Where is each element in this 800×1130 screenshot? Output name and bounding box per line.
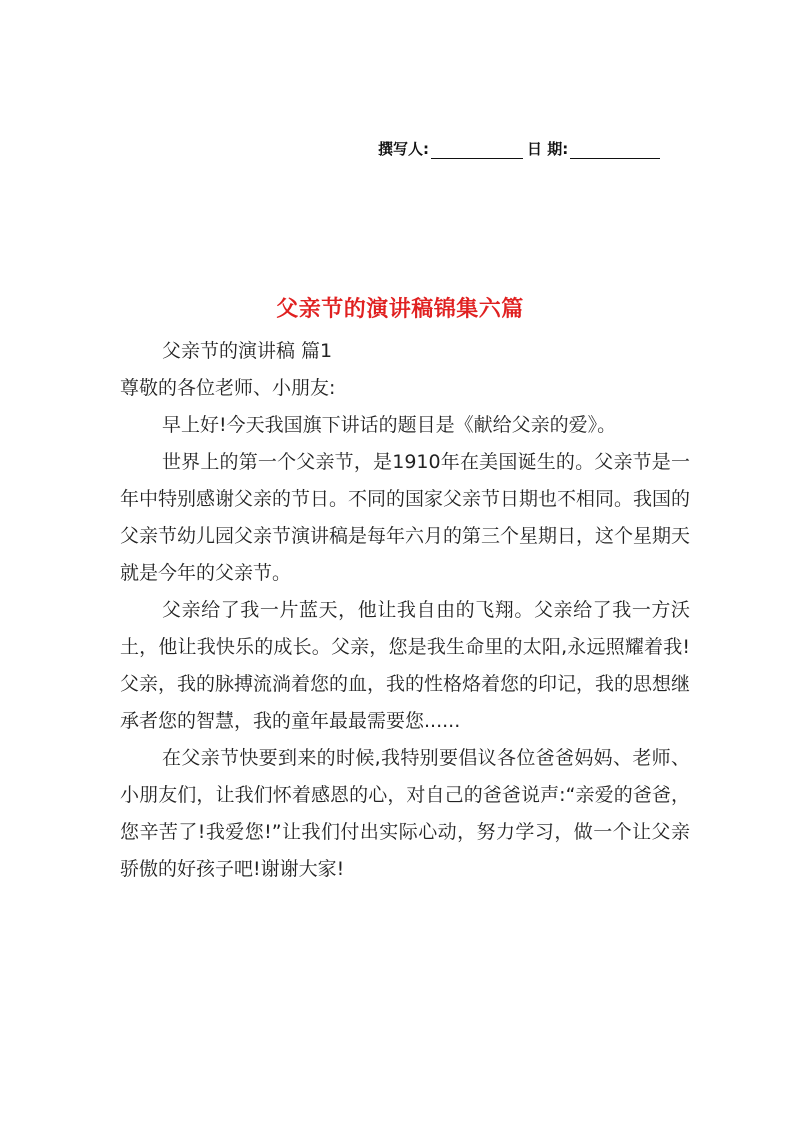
- date-blank-line: [570, 144, 660, 159]
- document-body: [120, 333, 690, 888]
- author-label: 撰写人:: [378, 140, 429, 158]
- paragraph-2: 世界上的第一个父亲节，是1910年在美国诞生的。父亲节是一年中特别感谢父亲的节日。不同的国家父亲节日期也不相同。我国的父亲节幼儿园父亲节演讲稿是每年六月的第三个星期日，这个星期天就是今年的父亲节。: [120, 451, 691, 584]
- document-title: 父亲节的演讲稿锦集六篇: [276, 297, 524, 322]
- section-heading: 父亲节的演讲稿 篇1: [162, 340, 333, 362]
- paragraph-3: 父亲给了我一片蓝天，他让我自由的飞翔。父亲给了我一方沃土，他让我快乐的成长。父亲，您是我生命里的太阳,永远照耀着我!父亲，我的脉搏流淌着您的血，我的性格烙着您的印记，我的思想继承者您的智慧，我的童年最最需要您......: [120, 599, 691, 732]
- author-date-line: [378, 138, 688, 159]
- author-blank-line: [431, 144, 523, 159]
- salutation: 尊敬的各位老师、小朋友:: [120, 377, 336, 399]
- date-label: 日 期:: [527, 140, 569, 158]
- paragraph-4: 在父亲节快要到来的时候,我特别要倡议各位爸爸妈妈、老师、小朋友们，让我们怀着感恩的心，对自己的爸爸说声:“亲爱的爸爸，您辛苦了!我爱您!”让我们付出实际心动，努力学习，做一个让父亲骄傲的好孩子吧!谢谢大家!: [120, 747, 690, 880]
- paragraph-1: 早上好!今天我国旗下讲话的题目是《献给父亲的爱》。: [162, 414, 617, 436]
